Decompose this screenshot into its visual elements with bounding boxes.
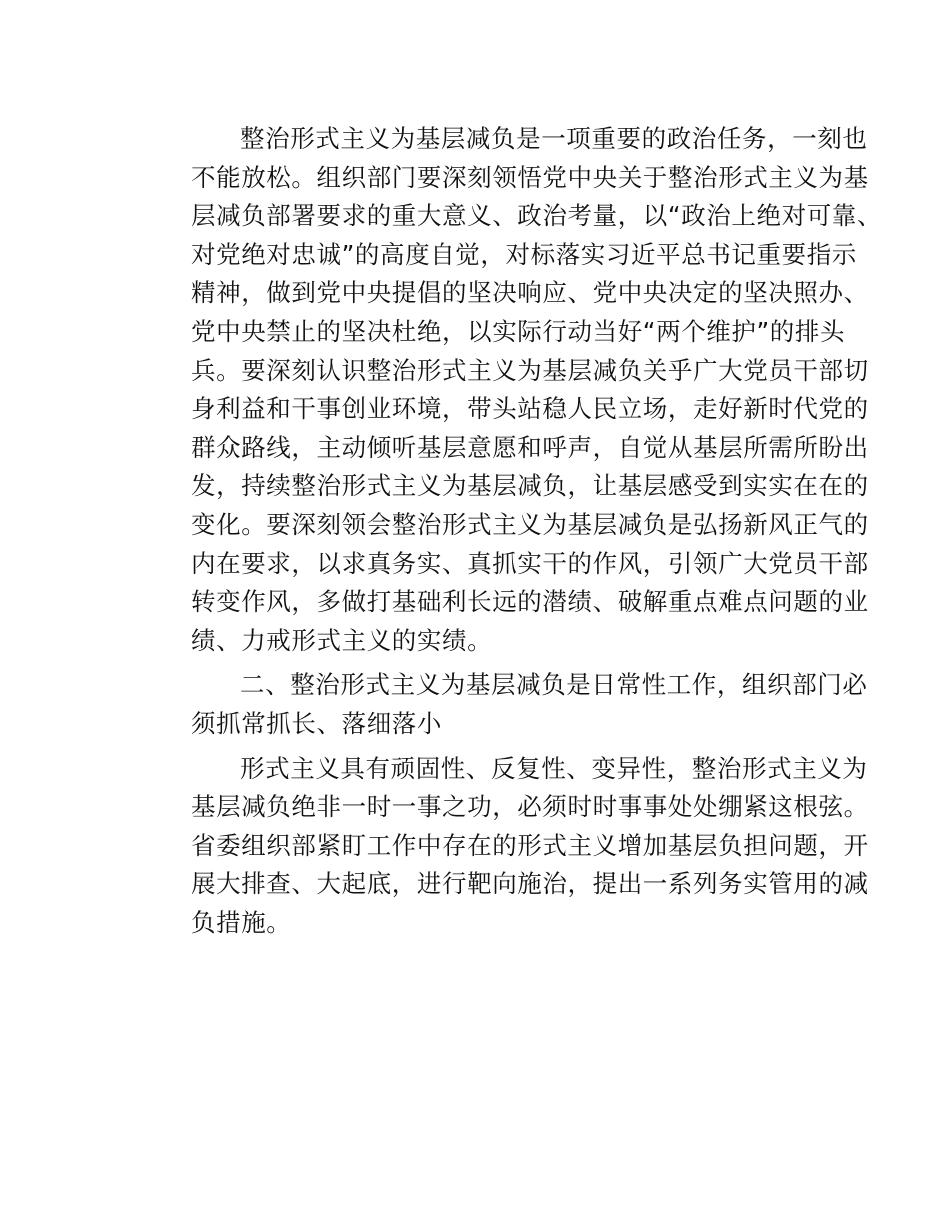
body-paragraph-1 [142,120,882,660]
text-line: 内在要求，以求真务实、真抓实干的作风，引领广大党员干部 [191,548,869,578]
text-line: 发，持续整治形式主义为基层减负，让基层感受到实实在在的 [191,471,869,501]
text-line: 省委组织部紧盯工作中存在的形式主义增加基层负担问题，开 [191,830,869,860]
text-line: 转变作风，多做打基础利长远的潜绩、破解重点难点问题的业 [191,587,869,617]
body-paragraph-2 [142,750,869,943]
heading-line: 二、整治形式主义为基层减负是日常性工作，组织部门必 [240,670,868,700]
text-line: 负措施。 [191,907,292,937]
text-line: 基层减负绝非一时一事之功，必须时时事事处处绷紧这根弦。 [191,792,869,822]
text-line: 不能放松。组织部门要深刻领悟党中央关于整治形式主义为基 [191,162,869,192]
text-line: 展大排查、大起底，进行靶向施治，提出一系列务实管用的减 [191,869,869,899]
text-line: 身利益和干事创业环境，带头站稳人民立场，走好新时代党的 [191,394,869,424]
text-line: 兵。要深刻认识整治形式主义为基层减负关乎广大党员干部切 [191,355,869,385]
section-heading-2 [142,666,868,743]
document-page [142,120,882,942]
text-line: 绩、力戒形式主义的实绩。 [191,625,493,655]
text-line: 变化。要深刻领会整治形式主义为基层减负是弘扬新风正气的 [191,509,869,539]
text-line: 对党绝对忠诚”的高度自觉，对标落实习近平总书记重要指示 [191,239,857,269]
heading-line: 须抓常抓长、落细落小 [191,708,442,738]
text-line: 精神，做到党中央提倡的坚决响应、党中央决定的坚决照办、 [191,278,869,308]
text-line: 形式主义具有顽固性、反复性、变异性，整治形式主义为 [240,753,868,783]
text-line: 层减负部署要求的重大意义、政治考量，以“政治上绝对可靠、 [191,201,882,231]
text-line: 党中央禁止的坚决杜绝，以实际行动当好“两个维护”的排头 [191,316,846,346]
text-line: 整治形式主义为基层减负是一项重要的政治任务，一刻也 [240,124,868,153]
text-line: 群众路线，主动倾听基层意愿和呼声，自觉从基层所需所盼出 [191,432,869,462]
